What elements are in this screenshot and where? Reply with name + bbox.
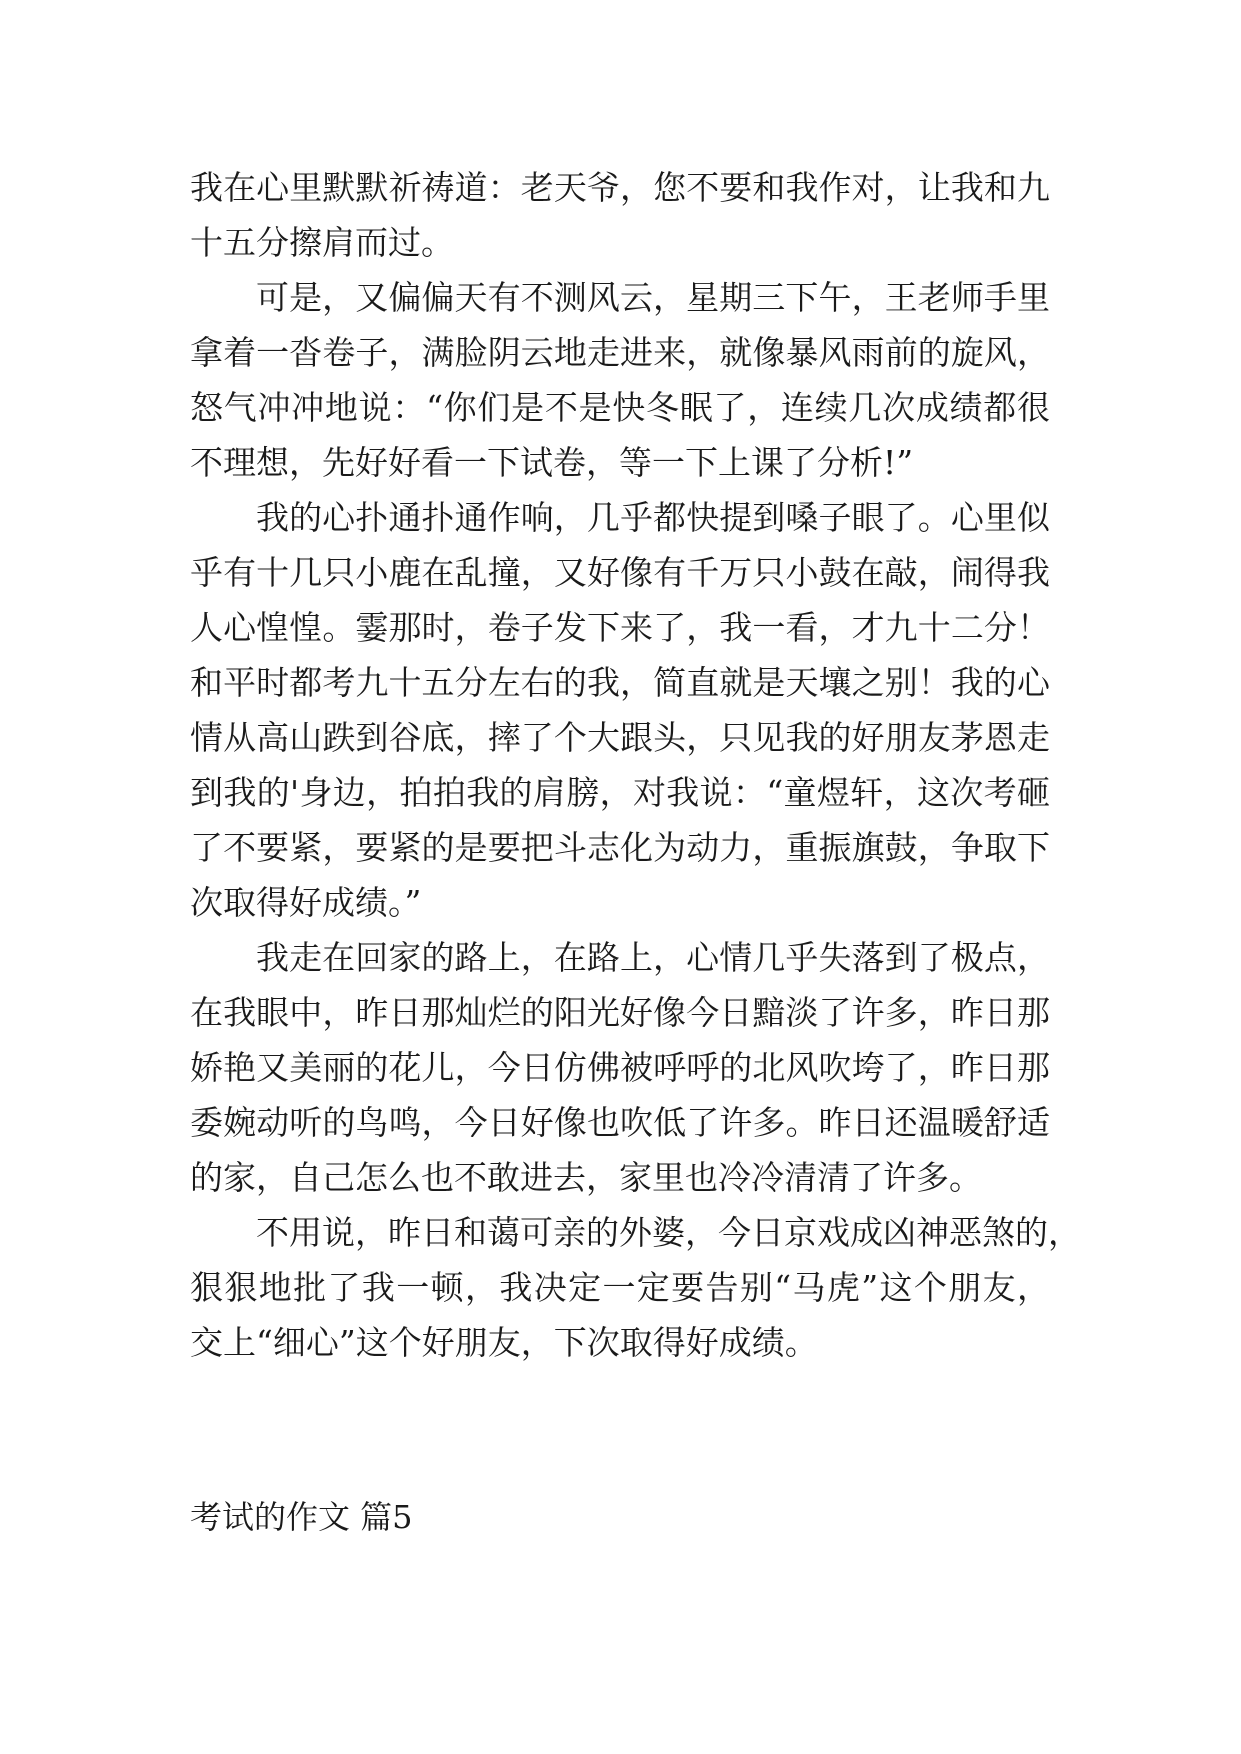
- text-line: 不用说，昨日和蔼可亲的外婆，今日京戏成凶神恶煞的，: [256, 1213, 1081, 1252]
- text-line: 了不要紧，要紧的是要把斗志化为动力，重振旗鼓，争取下: [190, 828, 1050, 867]
- paragraph: [190, 490, 1050, 930]
- text-line: 我在心里默默祈祷道：老天爷，您不要和我作对，让我和九: [190, 168, 1050, 207]
- paragraph: [190, 1205, 1081, 1370]
- text-line: 十五分擦肩而过。: [190, 223, 454, 262]
- paragraph: [190, 160, 1050, 270]
- text-line: 到我的'身边，拍拍我的肩膀，对我说：“童煜轩，这次考砸: [190, 773, 1050, 812]
- text-line: 狠狠地批了我一顿，我决定一定要告别“马虎”这个朋友，: [190, 1268, 1050, 1307]
- text-line: 拿着一沓卷子，满脸阴云地走进来，就像暴风雨前的旋风，: [190, 333, 1050, 372]
- text-line: 在我眼中，昨日那灿烂的阳光好像今日黯淡了许多，昨日那: [190, 993, 1050, 1032]
- text-line: 怒气冲冲地说：“你们是不是快冬眠了，连续几次成绩都很: [190, 388, 1050, 427]
- text-line: 我走在回家的路上，在路上，心情几乎失落到了极点，: [256, 938, 1050, 977]
- text-line: 我的心扑通扑通作响，几乎都快提到嗓子眼了。心里似: [256, 498, 1050, 537]
- text-line: 次取得好成绩。”: [190, 883, 422, 922]
- section-heading: 考试的作文 篇5: [190, 1498, 413, 1536]
- paragraph: [190, 270, 1050, 490]
- essay-body: [190, 160, 1081, 1370]
- text-line: 乎有十几只小鹿在乱撞，又好像有千万只小鼓在敲，闹得我: [190, 553, 1050, 592]
- paragraph: [190, 930, 1050, 1205]
- text-line: 和平时都考九十五分左右的我，简直就是天壤之别！我的心: [190, 663, 1050, 702]
- text-line: 的家，自己怎么也不敢进去，家里也冷冷清清了许多。: [190, 1158, 982, 1197]
- text-line: 娇艳又美丽的花儿，今日仿佛被呼呼的北风吹垮了，昨日那: [190, 1048, 1050, 1087]
- text-line: 委婉动听的鸟鸣，今日好像也吹低了许多。昨日还温暖舒适: [190, 1103, 1050, 1142]
- text-line: 交上“细心”这个好朋友，下次取得好成绩。: [190, 1323, 818, 1362]
- text-line: 人心惶惶。霎那时，卷子发下来了，我一看，才九十二分！: [190, 608, 1050, 647]
- text-line: 不理想，先好好看一下试卷，等一下上课了分析!”: [190, 443, 914, 482]
- text-line: 可是，又偏偏天有不测风云，星期三下午，王老师手里: [256, 278, 1050, 317]
- text-line: 情从高山跌到谷底，摔了个大跟头，只见我的好朋友茅恩走: [190, 718, 1050, 757]
